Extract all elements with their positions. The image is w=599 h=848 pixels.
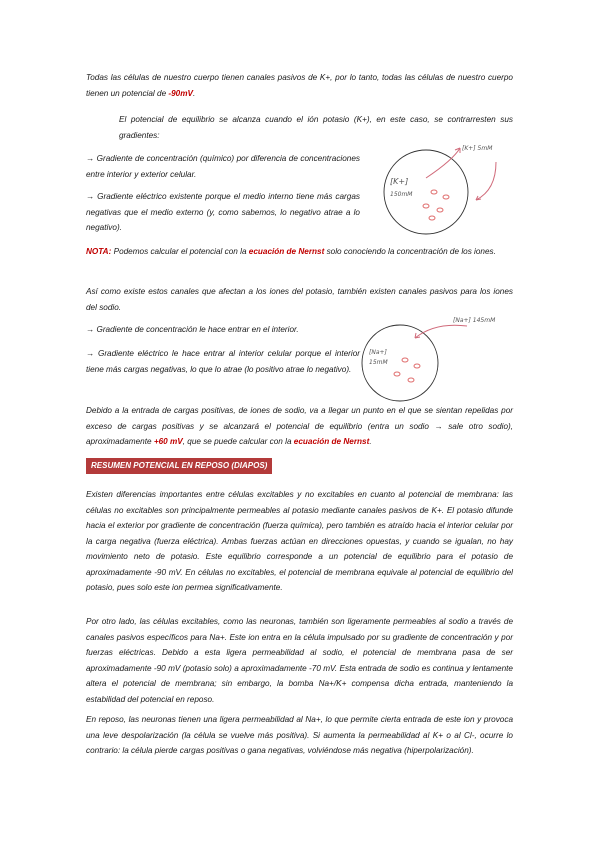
intro-text: Todas las células de nuestro cuerpo tienen canales pasivos de K+, por lo tanto, todas las células de nuestro cuerpo tienen un potencial de: [86, 73, 513, 98]
nota-label: NOTA:: [86, 247, 112, 256]
na-outside-label: [Na+] 145mM: [453, 317, 496, 324]
bullet-electric-gradient-k: → Gradiente eléctrico existente porque el medio interno tiene más cargas negativas que el medio externo (y, como sabemos, lo negativo atrae a lo negativo).: [86, 192, 360, 232]
sodium-equilibrium-paragraph: [86, 403, 513, 450]
sodium-equilibrium-mid: , que se puede calcular con la: [182, 437, 294, 446]
ion-dots: [394, 358, 420, 382]
nota-end: solo conociendo la concentración de los iones.: [324, 247, 496, 256]
sodium-equilibrium-end: .: [369, 437, 372, 446]
k-exit-arrow: [426, 148, 460, 178]
bullet-concentration-gradient-na: → Gradiente de concentración le hace entrar en el interior.: [86, 325, 299, 334]
k-outside-label: [K+] 5mM: [462, 145, 493, 152]
nota-paragraph: [86, 244, 513, 260]
equilibrium-paragraph: El potencial de equilibrio se alcanza cuando el ión potasio (K+), en este caso, se contrarresten sus gradientes:: [119, 115, 513, 140]
ion-dots: [423, 190, 449, 220]
intro-value: -90mV: [168, 88, 193, 98]
sodium-channels-paragraph: Así como existe estos canales que afectan a los iones del potasio, también existen canales pasivos para los iones del sodio.: [86, 287, 513, 312]
bullet-chemical-gradient-k: → Gradiente de concentración (químico) por diferencia de concentraciones entre interior y exterior celular.: [86, 154, 360, 179]
summary-paragraph-3: En reposo, las neuronas tienen una ligera permeabilidad al Na+, lo que permite cierta entrada de este ion y provoca una leve despolarización (la célula se vuelve más positiva). Si aumenta la permeabilidad al K+ o al Cl-, ocurre lo contrario: la célula pierde cargas positivas o gana negativas, volviéndose más negativa (hiperpolarización).: [86, 715, 513, 755]
nernst-reference: ecuación de Nernst: [248, 247, 325, 256]
nernst-reference-2: ecuación de Nernst: [293, 437, 370, 446]
na-entry-arrow: [415, 325, 467, 338]
intro-end: .: [192, 88, 196, 98]
k-inside-label: [K+]: [390, 177, 409, 186]
k-electric-arrow: [476, 162, 496, 200]
summary-paragraph-2: Por otro lado, las células excitables, como las neuronas, también son ligeramente permeables al sodio a través de canales pasivos específicos para Na+. Este ion entra en la célula impulsado por su gradiente de concentración y por fuerzas eléctricas. Debido a esta ligera permeabilidad al sodio, el potencial de membrana pasa de ser aproximadamente -90 mV (potasio solo) a aproximadamente -70 mV. Esta entrada de sodio es continua y lentamente altera el potencial de membrana; sin embargo, la bomba Na+/K+ compensa dicha entrada, manteniendo la estabilidad del potencial en reposo.: [86, 617, 513, 704]
sodium-equilibrium-text: Debido a la entrada de cargas positivas, de iones de sodio, va a llegar un punto en el que se sientan repelidas por exceso de cargas positivas y se alcanzará el potencial de equilibrio (entra un sodio → sale otro sodio), aproximadamente: [86, 406, 513, 446]
nota-text: Podemos calcular el potencial con la: [111, 247, 249, 256]
k-inside-concentration: 150mM: [390, 191, 413, 198]
sodium-cell-diagram: [335, 308, 510, 403]
sodium-equilibrium-value: +60 mV: [153, 437, 183, 446]
bullet-electric-gradient-na: → Gradiente eléctrico le hace entrar al interior celular porque el interior tiene más cargas negativas, lo que lo atrae (lo positivo atrae lo negativo).: [86, 349, 360, 374]
intro-paragraph: [86, 70, 513, 101]
section-heading-resumen: RESUMEN POTENCIAL EN REPOSO (DIAPOS): [86, 458, 272, 474]
summary-paragraph-1: Existen diferencias importantes entre células excitables y no excitables en cuanto al potencial de membrana: las células no excitables son principalmente permeables al potasio mediante canales pasivos de K+. El potasio difunde hacia el exterior por gradiente de concentración (fuerza química), pero también es atraído hacia el interior celular por la carga negativa (fuerza eléctrica). Ambas fuerzas actúan en direcciones opuestas, y cuando se igualan, no hay movimiento neto de potasio. Este equilibrio corresponde a un potencial de equilibrio para el potasio de aproximadamente -90 mV. En células no excitables, el potencial de membrana equivale al potencial de equilibrio del potasio, pues solo este ion permea significativamente.: [86, 490, 513, 592]
na-inside-label: [Na+]: [369, 349, 387, 356]
na-inside-concentration: 15mM: [369, 359, 388, 366]
potassium-cell-diagram: [368, 140, 518, 240]
